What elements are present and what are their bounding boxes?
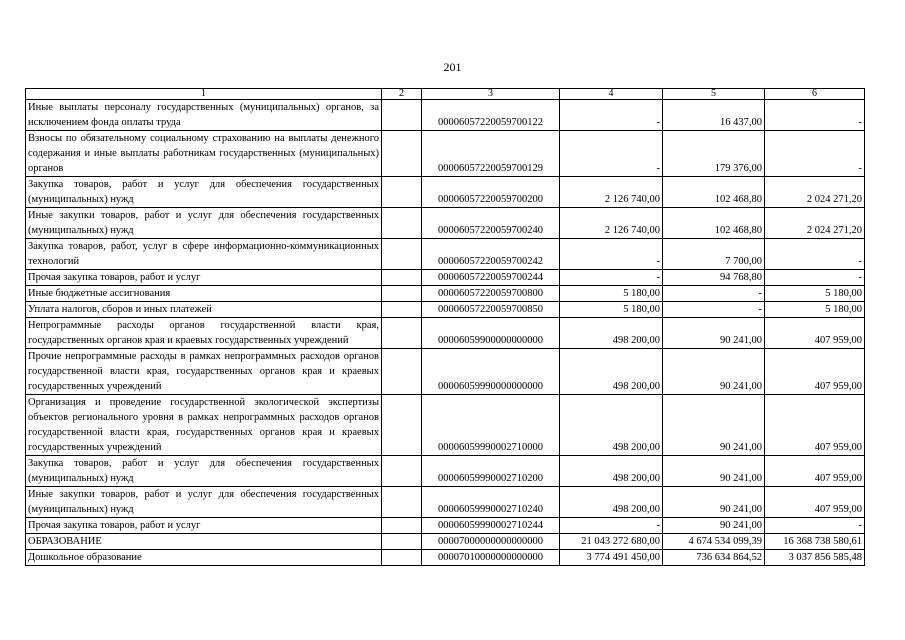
row-name: Закупка товаров, работ и услуг для обеспечения государственных (муниципальных) нужд [26, 456, 382, 487]
table-row [26, 177, 865, 208]
row-remaining: 5 180,00 [765, 302, 865, 318]
row-remaining: 407 959,00 [765, 395, 865, 456]
budget-table [25, 88, 865, 566]
row-plan: 21 043 272 680,00 [560, 534, 663, 550]
row-name: Прочие непрограммные расходы в рамках непрограммных расходов органов государственной власти края, государственных органов края и краевых государственных учреждений [26, 349, 382, 395]
row-code: 00006057220059700200 [422, 177, 560, 208]
table-row [26, 395, 865, 456]
row-code: 00006059990002710000 [422, 395, 560, 456]
row-col2 [382, 395, 422, 456]
row-name: ОБРАЗОВАНИЕ [26, 534, 382, 550]
row-plan: 498 200,00 [560, 456, 663, 487]
row-name: Прочая закупка товаров, работ и услуг [26, 518, 382, 534]
row-plan: 498 200,00 [560, 487, 663, 518]
row-plan: 2 126 740,00 [560, 208, 663, 239]
row-col2 [382, 208, 422, 239]
column-header-3: 3 [422, 89, 560, 100]
row-executed: 4 674 534 099,39 [663, 534, 765, 550]
row-plan: 3 774 491 450,00 [560, 550, 663, 566]
row-plan: 2 126 740,00 [560, 177, 663, 208]
table-row [26, 100, 865, 131]
column-header-2: 2 [382, 89, 422, 100]
row-executed: 90 241,00 [663, 318, 765, 349]
column-header-5: 5 [663, 89, 765, 100]
row-executed: 7 700,00 [663, 239, 765, 270]
row-code: 00006059990002710200 [422, 456, 560, 487]
row-name: Уплата налогов, сборов и иных платежей [26, 302, 382, 318]
table-row [26, 302, 865, 318]
table-row [26, 239, 865, 270]
row-executed: 90 241,00 [663, 456, 765, 487]
row-remaining: - [765, 518, 865, 534]
row-col2 [382, 550, 422, 566]
row-code: 00006059900000000000 [422, 318, 560, 349]
row-code: 00006059990002710240 [422, 487, 560, 518]
table-row [26, 456, 865, 487]
row-executed: 102 468,80 [663, 208, 765, 239]
row-name: Непрограммные расходы органов государственной власти края, государственных органов края и краевых государственных учреждений [26, 318, 382, 349]
row-remaining: 2 024 271,20 [765, 177, 865, 208]
row-name: Иные закупки товаров, работ и услуг для обеспечения государственных (муниципальных) нужд [26, 208, 382, 239]
table-row [26, 550, 865, 566]
row-name: Иные выплаты персоналу государственных (муниципальных) органов, за исключением фонда оплаты труда [26, 100, 382, 131]
row-plan: - [560, 518, 663, 534]
row-col2 [382, 534, 422, 550]
row-remaining: 5 180,00 [765, 286, 865, 302]
row-remaining: - [765, 239, 865, 270]
row-plan: 498 200,00 [560, 395, 663, 456]
row-name: Прочая закупка товаров, работ и услуг [26, 270, 382, 286]
row-executed: 16 437,00 [663, 100, 765, 131]
row-name: Организация и проведение государственной экологической экспертизы объектов регионального уровня в рамках непрограммных расходов органов государственной власти края, государственных органов края и краевых государственных учреждений [26, 395, 382, 456]
row-code: 00006057220059700850 [422, 302, 560, 318]
row-remaining: 407 959,00 [765, 487, 865, 518]
row-col2 [382, 349, 422, 395]
table-row [26, 534, 865, 550]
row-executed: 94 768,80 [663, 270, 765, 286]
row-col2 [382, 177, 422, 208]
row-col2 [382, 239, 422, 270]
row-executed: 102 468,80 [663, 177, 765, 208]
row-col2 [382, 100, 422, 131]
row-remaining: 3 037 856 585,48 [765, 550, 865, 566]
row-plan: 5 180,00 [560, 286, 663, 302]
row-code: 00006057220059700122 [422, 100, 560, 131]
row-col2 [382, 518, 422, 534]
row-col2 [382, 286, 422, 302]
row-name: Иные бюджетные ассигнования [26, 286, 382, 302]
row-plan: - [560, 270, 663, 286]
page-number: 201 [443, 60, 462, 74]
table-row [26, 518, 865, 534]
table-row [26, 286, 865, 302]
row-remaining: 407 959,00 [765, 349, 865, 395]
row-executed: 90 241,00 [663, 518, 765, 534]
row-plan: 5 180,00 [560, 302, 663, 318]
row-name: Закупка товаров, работ, услуг в сфере информационно-коммуникационных технологий [26, 239, 382, 270]
table-row [26, 131, 865, 177]
row-executed: - [663, 302, 765, 318]
table-row [26, 208, 865, 239]
row-executed: 90 241,00 [663, 395, 765, 456]
row-plan: - [560, 131, 663, 177]
column-header-6: 6 [765, 89, 865, 100]
table-row [26, 270, 865, 286]
row-plan: 498 200,00 [560, 318, 663, 349]
row-plan: 498 200,00 [560, 349, 663, 395]
column-header-1: 1 [26, 89, 382, 100]
row-code: 00007000000000000000 [422, 534, 560, 550]
row-remaining: 407 959,00 [765, 318, 865, 349]
row-code: 00006057220059700242 [422, 239, 560, 270]
row-col2 [382, 487, 422, 518]
row-code: 00006057220059700244 [422, 270, 560, 286]
row-remaining: - [765, 131, 865, 177]
row-col2 [382, 456, 422, 487]
row-col2 [382, 270, 422, 286]
row-executed: 179 376,00 [663, 131, 765, 177]
row-col2 [382, 131, 422, 177]
row-remaining: 2 024 271,20 [765, 208, 865, 239]
row-code: 00006057220059700129 [422, 131, 560, 177]
table-row [26, 318, 865, 349]
row-plan: - [560, 100, 663, 131]
row-executed: 90 241,00 [663, 349, 765, 395]
row-code: 00006057220059700800 [422, 286, 560, 302]
row-remaining: - [765, 100, 865, 131]
table-row [26, 349, 865, 395]
row-remaining: 407 959,00 [765, 456, 865, 487]
table-header-row [26, 89, 865, 100]
row-plan: - [560, 239, 663, 270]
row-name: Взносы по обязательному социальному страхованию на выплаты денежного содержания и иные выплаты работникам государственных (муниципальных) органов [26, 131, 382, 177]
row-code: 00006057220059700240 [422, 208, 560, 239]
row-code: 00007010000000000000 [422, 550, 560, 566]
row-name: Закупка товаров, работ и услуг для обеспечения государственных (муниципальных) нужд [26, 177, 382, 208]
column-header-4: 4 [560, 89, 663, 100]
row-code: 00006059990000000000 [422, 349, 560, 395]
row-code: 00006059990002710244 [422, 518, 560, 534]
row-executed: 90 241,00 [663, 487, 765, 518]
row-col2 [382, 318, 422, 349]
row-col2 [382, 302, 422, 318]
row-executed: - [663, 286, 765, 302]
row-executed: 736 634 864,52 [663, 550, 765, 566]
row-name: Иные закупки товаров, работ и услуг для обеспечения государственных (муниципальных) нужд [26, 487, 382, 518]
row-remaining: - [765, 270, 865, 286]
row-name: Дошкольное образование [26, 550, 382, 566]
row-remaining: 16 368 738 580,61 [765, 534, 865, 550]
table-row [26, 487, 865, 518]
